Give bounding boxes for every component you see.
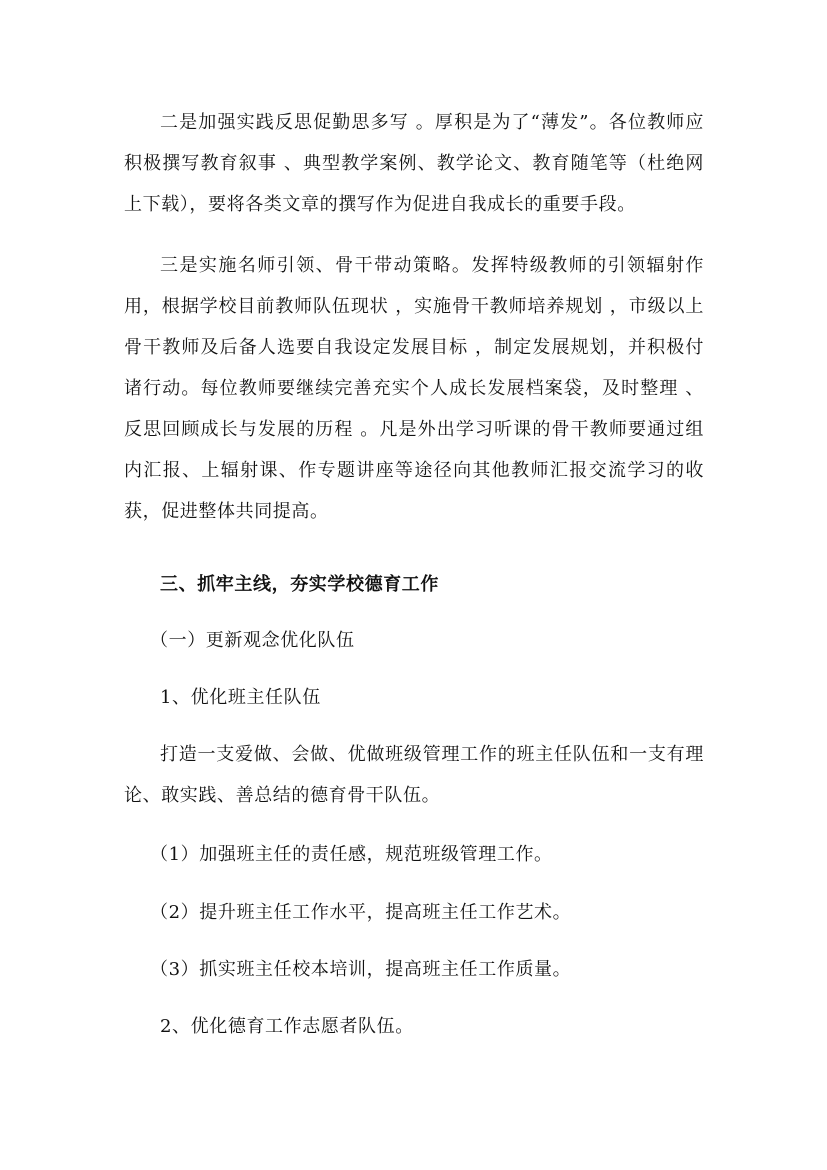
list-item-3: （3）抓实班主任校本培训，提高班主任工作质量。: [150, 959, 572, 980]
item-optimize-volunteers: 2、优化德育工作志愿者队伍。: [160, 1016, 414, 1037]
section-heading-moral-education: 三、抓牢主线，夯实学校德育工作: [160, 574, 439, 595]
item-optimize-class-teachers: 1、优化班主任队伍: [160, 687, 321, 708]
paragraph-famous-teacher-strategy: 三是实施名师引领、骨干带动策略。发挥特级教师的引领辐射作用，根据学校目前教师队伍现状 ，实施骨干教师培养规划 ，市级以上骨干教师及后备人选要自我设定发展目标 ，制定发展规划，并积极付诸行动。每位教师要继续完善充实个人成长发展档案袋，及时整理 、反思回顾成长与发展的历程 。凡是外出学习听课的骨干教师要通过组内汇报、上辐射课、作专题讲座等途径向其他教师汇报交流学习的收获，促进整体共同提高。: [124, 255, 704, 522]
list-item-2: （2）提升班主任工作水平，提高班主任工作艺术。: [150, 902, 572, 923]
paragraph-build-team: 打造一支爱做、会做、优做班级管理工作的班主任队伍和一支有理论、敢实践、善总结的德育骨干队伍。: [124, 744, 704, 806]
list-item-1: （1）加强班主任的责任感，规范班级管理工作。: [150, 844, 553, 865]
paragraph-practice-reflection: 二是加强实践反思促勤思多写 。厚积是为了“薄发”。各位教师应积极撰写教育叙事 、典型教学案例、教学论文、教育随笔等（杜绝网上下载），要将各类文章的撰写作为促进自我成长的重要手段。: [124, 112, 704, 215]
subheading-update-concepts: （一）更新观念优化队伍: [150, 630, 355, 651]
